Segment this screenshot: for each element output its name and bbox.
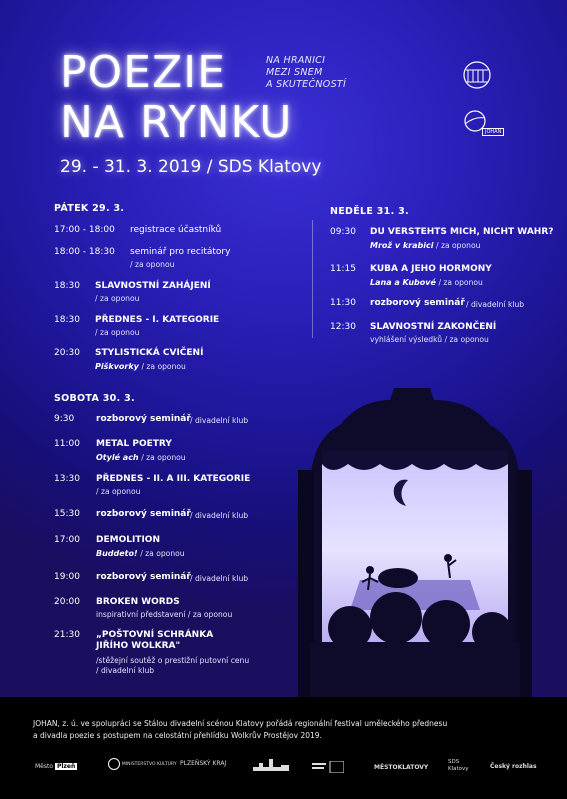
city-skyline-logo-icon <box>253 756 289 770</box>
event-place: / za oponou <box>140 549 185 558</box>
event-time: 9:30 <box>54 414 75 424</box>
event-place: / divadelní klub <box>466 300 525 309</box>
subtitle-line-2: MEZI SNEM <box>266 67 323 78</box>
event-description: /stěžejní soutěž o prestižní putovní cenu <box>96 656 250 665</box>
event-place: / za oponou <box>95 328 140 337</box>
event-place: / za oponou <box>96 487 141 496</box>
ensemble-name: Buddeto! <box>96 549 138 558</box>
column-divider <box>312 220 313 338</box>
ensemble-name: Otylé ach <box>96 453 139 462</box>
event-place: / divadelní klub <box>190 416 249 425</box>
event-place: / za oponou <box>95 294 140 303</box>
footer-line-2: a divadla poezie s postupem na celostátní přehlídku Wolkrův Prostějov 2019. <box>33 731 322 740</box>
ensemble-name: Lana a Kubové <box>370 278 436 287</box>
event-time: 11:00 <box>54 439 80 449</box>
event-name: PŘEDNES - I. KATEGORIE <box>95 315 220 325</box>
event-time: 13:30 <box>54 474 80 484</box>
event-time: 15:30 <box>54 509 80 519</box>
event-time: 20:30 <box>54 348 80 358</box>
event-place: / divadelní klub <box>190 511 249 520</box>
event-time: 18:00 - 18:30 <box>54 247 115 257</box>
event-place: inspirativní představení / za oponou <box>96 610 233 619</box>
footer-text <box>33 718 447 742</box>
event-place: / za oponou <box>141 453 186 462</box>
event-place: / za oponou <box>436 241 481 250</box>
schedule-item <box>330 322 560 346</box>
festival-subtitle <box>266 55 346 91</box>
schedule-item <box>54 225 304 237</box>
schedule-item <box>330 264 560 288</box>
event-name: rozborový seminář <box>370 298 465 308</box>
event-time: 20:00 <box>54 597 80 607</box>
event-name: KUBA A JEHO HORMONY <box>370 264 492 274</box>
event-name: registrace účastníků <box>130 225 222 235</box>
sponsor-mestoklatovy: MĚSTOKLATOVY <box>374 764 429 771</box>
event-name: SLAVNOSTNÍ ZAHÁJENÍ <box>95 281 211 291</box>
ministry-logo-icon <box>108 758 120 770</box>
sponsor-cesky-rozhlas: Český rozhlas <box>490 763 537 770</box>
subtitle-line-3: A SKUTEČNOSTÍ <box>266 79 347 90</box>
sponsor-plzensky-kraj: PLZEŇSKÝ KRAJ <box>180 760 227 767</box>
event-time: 17:00 - 18:00 <box>54 225 115 235</box>
sponsor-sds-klatovy: SDS Klatovy <box>448 759 469 772</box>
event-place: / za oponou <box>438 278 483 287</box>
schedule-item <box>330 298 560 310</box>
event-name: DEMOLITION <box>96 535 160 545</box>
event-name: seminář pro recitátory <box>130 247 231 257</box>
event-time: 19:00 <box>54 572 80 582</box>
event-name: SLAVNOSTNÍ ZAKONČENÍ <box>370 322 497 332</box>
event-name: STYLISTICKÁ CVIČENÍ <box>95 348 204 358</box>
day-heading-sunday: NEDĚLE 31. 3. <box>330 206 409 217</box>
title-line-1: POEZIE <box>60 47 226 98</box>
footer-line-1: JOHAN, z. ú. ve spolupráci se Stálou divadelní scénou Klatovy pořádá regionální festival uměleckého přednesu <box>33 719 448 728</box>
event-time: 11:15 <box>330 264 356 274</box>
partner-logo-icon <box>312 758 344 770</box>
johan-logo-icon <box>460 110 500 140</box>
sponsor-mesto-label: Město <box>35 763 54 770</box>
schedule-item <box>54 315 304 339</box>
sponsor-plzen-label: Plzeň <box>56 763 76 770</box>
event-name: rozborový seminář <box>96 572 191 582</box>
event-place: / divadelní klub <box>190 574 249 583</box>
footer-bar <box>0 697 567 799</box>
sponsor-ministry <box>108 758 177 770</box>
subtitle-line-1: NA HRANICI <box>266 55 326 66</box>
schedule-item <box>330 227 560 251</box>
event-name-line-2: JIŘÍHO WOLKRA" <box>96 641 181 651</box>
title-line-2: NA RYNKU <box>60 97 293 148</box>
event-time: 18:30 <box>54 315 80 325</box>
ensemble-name: Piškvorky <box>95 362 139 371</box>
schedule-item <box>54 281 304 305</box>
event-time: 17:00 <box>54 535 80 545</box>
sponsor-mesto <box>35 763 77 770</box>
theatre-stage-illustration <box>270 380 567 698</box>
event-time: 11:30 <box>330 298 356 308</box>
event-place: / za oponou <box>141 362 186 371</box>
event-name: DU VERSTEHTS MICH, NICHT WAHR? <box>370 227 554 237</box>
event-time: 12:30 <box>330 322 356 332</box>
sponsor-ministry-label: MINISTERSTVO KULTURY <box>121 761 177 767</box>
day-heading-saturday: SOBOTA 30. 3. <box>54 393 135 404</box>
schedule-item <box>54 348 304 372</box>
event-place: / za oponou <box>130 260 175 269</box>
event-name: METAL POETRY <box>96 439 172 449</box>
event-name: rozborový seminář <box>96 414 191 424</box>
event-time: 18:30 <box>54 281 80 291</box>
theatre-logo-icon <box>460 60 494 90</box>
event-name: BROKEN WORDS <box>96 597 180 607</box>
event-time: 09:30 <box>330 227 356 237</box>
event-name: rozborový seminář <box>96 509 191 519</box>
event-time: 21:30 <box>54 630 80 640</box>
event-name-line-1: „POŠTOVNÍ SCHRÁNKA <box>96 630 214 640</box>
festival-dates: 29. - 31. 3. 2019 / SDS Klatovy <box>60 157 322 177</box>
event-place: vyhlášení výsledků / za oponou <box>370 335 489 344</box>
schedule-item <box>54 247 304 271</box>
day-heading-friday: PÁTEK 29. 3. <box>54 203 125 214</box>
johan-logo-label: JOHAN <box>482 128 504 136</box>
ensemble-name: Mrož v krabici <box>370 241 434 250</box>
event-place: / divadelní klub <box>96 666 155 675</box>
festival-title <box>60 48 292 148</box>
event-name: PŘEDNES - II. A III. KATEGORIE <box>96 474 251 484</box>
